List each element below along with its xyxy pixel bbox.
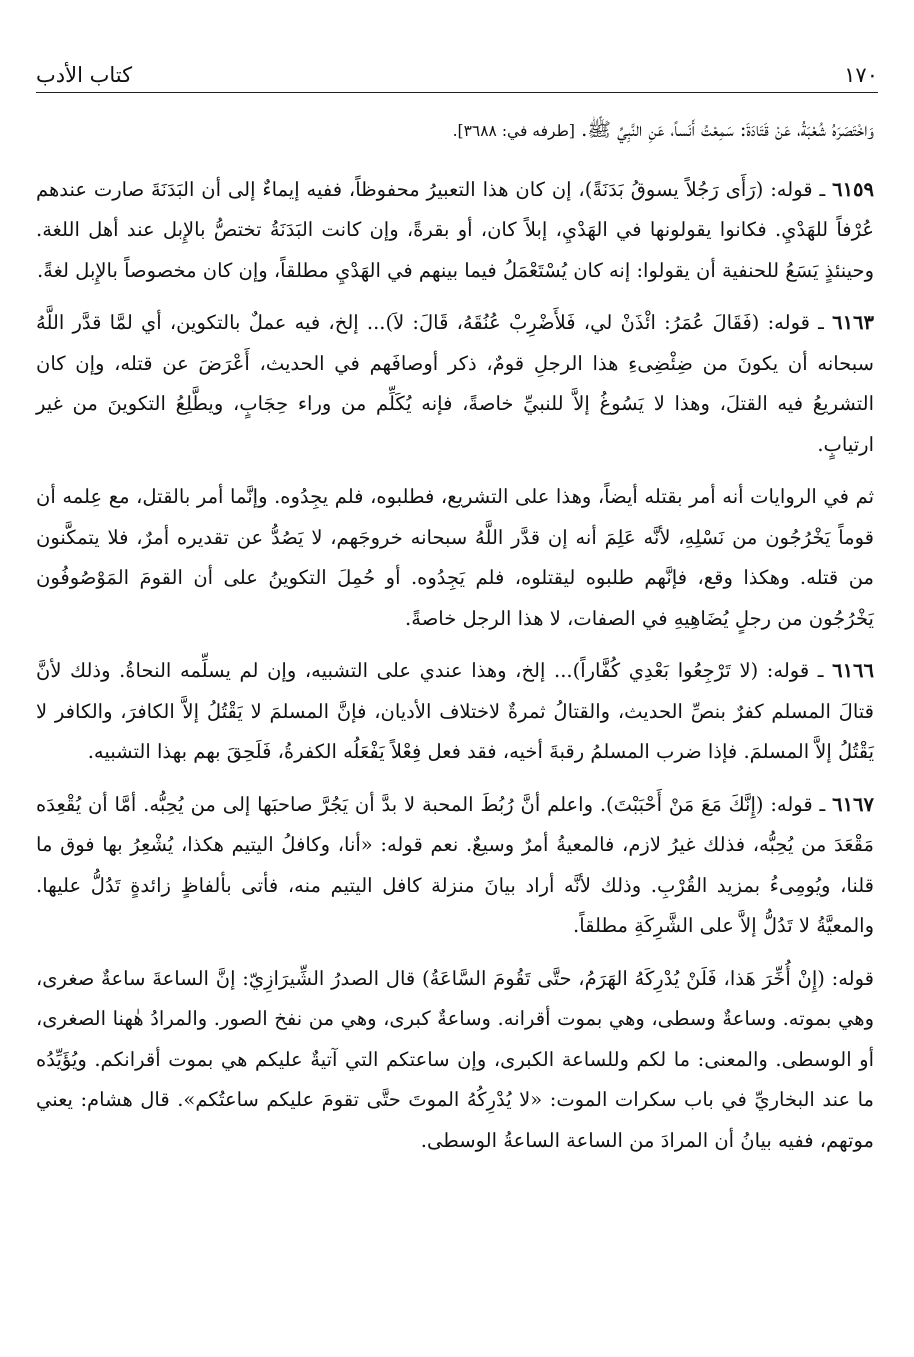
paragraph-text: قوله: (إِنْ أُخِّرَ هَذا، فَلَنْ يُدْرِكَهُ الهَرَمُ، حتَّى تَقُومَ السَّاعَةُ) قال الصدرُ الشِّيرَازِيّ: إنَّ الساعةَ ساعةٌ صغرى، وهي بموته. وساعةٌ وسطى، وهي بموت أقرانه. وساعةٌ كبرى، وهي من نفخ الصور. والمرادُ هٰهنا الصغرى، أو الوسطى. والمعنى: ما لكم وللساعة الكبرى، وإن ساعتكم التي آتيةٌ عليكم هي بموت أقرانكم. ويُؤَيِّدُه ما عند البخاريِّ في باب سكرات الموت: «لا يُدْرِكُهُ الموتَ حتَّى تقومَ عليكم ساعتُكم». قال هشام: يعني موتهم، ففيه بيانُ أن المرادَ من الساعة الساعةُ الوسطى.: [36, 966, 874, 1152]
hadith-paragraph-6163: [36, 303, 874, 465]
continuation-paragraph: [36, 477, 874, 639]
paragraph-text: ـ قوله: (رَأَى رَجُلاً يسوقُ بَدَنَةً)، إن كان هذا التعبيرُ محفوظاً، ففيه إيماءٌ إلى أن البَدَنَةَ صارت عندهم عُرْفاً للهَدْيِ. فكانوا يقولونها في الهَدْيِ، إبلاً كان، أو بقرةً، وإن كانت البَدَنَةُ تختصُّ بالإِبل عند أهل اللغة. وحينئذٍ يَسَعُ للحنفية أن يقولوا: إنه كان يُسْتَعْمَلُ فيما بينهم في الهَدْيِ مطلقاً، وإن كان مخصوصاً بالإِبل لغةً.: [36, 177, 874, 282]
hadith-number: ٦١٥٩: [832, 177, 874, 201]
paragraph-text: ـ قوله: (فَقَالَ عُمَرُ: ائْذَنْ لي، فَلأَضْرِبْ عُنُقَهُ، قَالَ: لاَ)... إلخ، فيه عملٌ بالتكوين، أي لمَّا قدَّر اللَّهُ سبحانه أن يكونَ من ضِئْضِىءِ هذا الرجلِ قومٌ، ذكر أوصافَهم في الحديث، أَعْرَضَ عن قتله، وإن كان التشريعُ فيه القتلَ، وهذا لا يَسُوغُ إلاَّ للنبيِّ خاصةً، فإنه يُكَلِّم من وراء حِجَابٍ، ويطَّلِعُ التكوينَ من غير ارتيابٍ.: [36, 311, 874, 456]
hadith-number: ٦١٦٧: [832, 792, 874, 816]
hadith-number: ٦١٦٦: [832, 659, 875, 682]
page-body: [36, 110, 874, 1173]
hadith-paragraph-6166: [36, 651, 874, 773]
paragraph-text: ـ قوله: (إِنَّكَ مَعَ مَنْ أَحْبَبْتَ). واعلم أنَّ رُبُطَ المحبة لا بدَّ أن يَجُرَّ صاحبَها إلى من يُحِبُّه. أمَّا أن يُقْعِدَه مَقْعَدَ من يُحِبُّه، فذلك غيرُ لازم، فالمعيةُ أمرٌ وسيعٌ. نعم قوله: «أنا، وكافلُ اليتيم هكذا، يُشْعِرُ بها فوق ما قلنا، ويُومِىءُ بمزيد القُرْبِ. وذلك لأنَّه أراد بيانَ منزلة كافل اليتيم منه، فأتى بألفاظٍ زائدةٍ تَدُلُّ عليها. والمعيَّةُ لا تَدُلُّ إلاَّ على الشَّرِكَةِ مطلقاً.: [36, 792, 874, 937]
book-title: كتاب الأدب: [36, 63, 133, 87]
paragraph-text: ثم في الروايات أنه أمر بقتله أيضاً، وهذا على التشريع، فطلبوه، فلم يجِدُوه. وإنَّما أمر بالقتل، مع عِلمه أن قوماً يَخْرُجُون من نَسْلِهِ، لأنَّه عَلِمَ أنه إن قدَّر اللَّهُ سبحانه خروجَهم، لا يَصُدُّ عن تقديره أمرٌ، فلا يتمكَّنون من قتله. وهكذا وقع، فإنَّهم طلبوه ليقتلوه، فلم يَجِدُوه. أو حُمِلَ التكوينُ على أن القومَ المَوْصُوفُون يَخْرُجُون من رجلٍ يُضَاهِيهِ في الصفات، لا هذا الرجل خاصةً.: [36, 485, 874, 630]
final-paragraph: [36, 959, 874, 1162]
intro-paragraph: [36, 110, 874, 152]
intro-text: وَاخْتَصَرَهُ شُعْبَةُ، عَنْ قَتَادَةَ: سَمِعْتُ أَنَساً، عَنِ النَّبِيِّ ﷺ.: [581, 118, 874, 141]
cross-reference: [طرفه في: ٣٦٨٨].: [452, 122, 575, 140]
page-header: [36, 58, 878, 93]
hadith-number: ٦١٦٣: [832, 311, 874, 334]
paragraph-text: ـ قوله: (لا تَرْجِعُوا بَعْدِي كُفَّاراً)... إلخ، وهذا عندي على التشبيه، وإن لم يسلِّمه النحاةُ. وذلك لأنَّ قتالَ المسلم كفرٌ بنصِّ الحديث، والقتالُ ثمرةٌ لاختلاف الأديان، فإنَّ المسلمَ لا يَقْتُلُ إلاَّ الكافرَ، والكافر لا يَقْتُلُ إلاَّ المسلمَ. فإذا ضرب المسلمُ رقبةَ أخيه، فقد فعل فِعْلاً يَفْعَلُه الكفرةُ، فَلَحِقَ بهم بهذا التشبيه.: [36, 659, 874, 763]
page-number: ١٧٠: [844, 63, 878, 87]
hadith-paragraph-6167: [36, 785, 874, 947]
hadith-paragraph-6159: [36, 170, 874, 292]
